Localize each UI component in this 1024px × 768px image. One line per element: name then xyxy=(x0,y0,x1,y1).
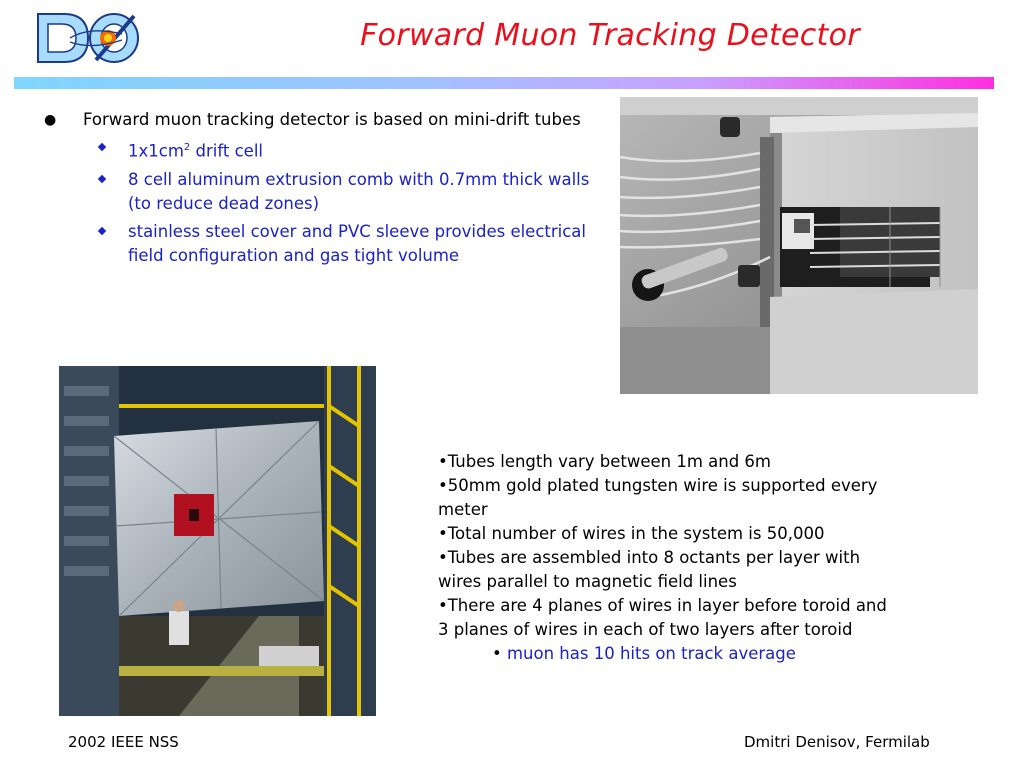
main-bullet-list xyxy=(44,108,604,272)
d0-logo xyxy=(30,8,142,68)
diamond-bullet-icon xyxy=(98,226,106,234)
info-line: •Total number of wires in the system is 50,000 xyxy=(438,524,825,543)
main-bullet-item xyxy=(44,108,604,132)
main-bullet-text: Forward muon tracking detector is based on mini-drift tubes xyxy=(83,110,581,129)
sub-bullet-item xyxy=(84,136,604,164)
forward-muon-detector-photo xyxy=(59,366,376,716)
info-line: •50mm gold plated tungsten wire is supported every xyxy=(438,476,878,495)
info-line: meter xyxy=(438,500,488,519)
footer-conference: 2002 IEEE NSS xyxy=(68,733,179,751)
superscript: 2 xyxy=(183,142,191,153)
bullet-icon: ● xyxy=(44,112,57,128)
info-line: •Tubes are assembled into 8 octants per layer with xyxy=(438,548,861,567)
sub-bullet-text: 1x1cm xyxy=(128,141,184,161)
sub-bullet-item xyxy=(84,220,604,268)
diamond-bullet-icon xyxy=(98,174,106,182)
drift-tube-photo xyxy=(620,97,978,394)
sub-bullet-text: stainless steel cover and PVC sleeve provides electrical field configuration and gas tight volume xyxy=(128,221,587,265)
info-text-block xyxy=(438,450,978,666)
slide-title: Forward Muon Tracking Detector xyxy=(360,18,860,53)
info-sub-line xyxy=(438,642,978,666)
sub-bullet-list xyxy=(44,136,604,268)
info-sub-bullet: • xyxy=(492,644,502,663)
footer-author: Dmitri Denisov, Fermilab xyxy=(744,733,930,751)
sub-bullet-text: 8 cell aluminum extrusion comb with 0.7mm thick walls (to reduce dead zones) xyxy=(128,169,590,213)
info-line: 3 planes of wires in each of two layers after toroid xyxy=(438,620,853,639)
info-line: •Tubes length vary between 1m and 6m xyxy=(438,452,772,471)
sub-bullet-text-tail: drift cell xyxy=(190,141,263,161)
sub-bullet-item xyxy=(84,168,604,216)
info-line: •There are 4 planes of wires in layer before toroid and xyxy=(438,596,887,615)
info-line: wires parallel to magnetic field lines xyxy=(438,572,737,591)
title-divider-bar xyxy=(14,77,994,89)
info-sub-text: muon has 10 hits on track average xyxy=(506,644,796,663)
diamond-bullet-icon xyxy=(98,143,106,151)
